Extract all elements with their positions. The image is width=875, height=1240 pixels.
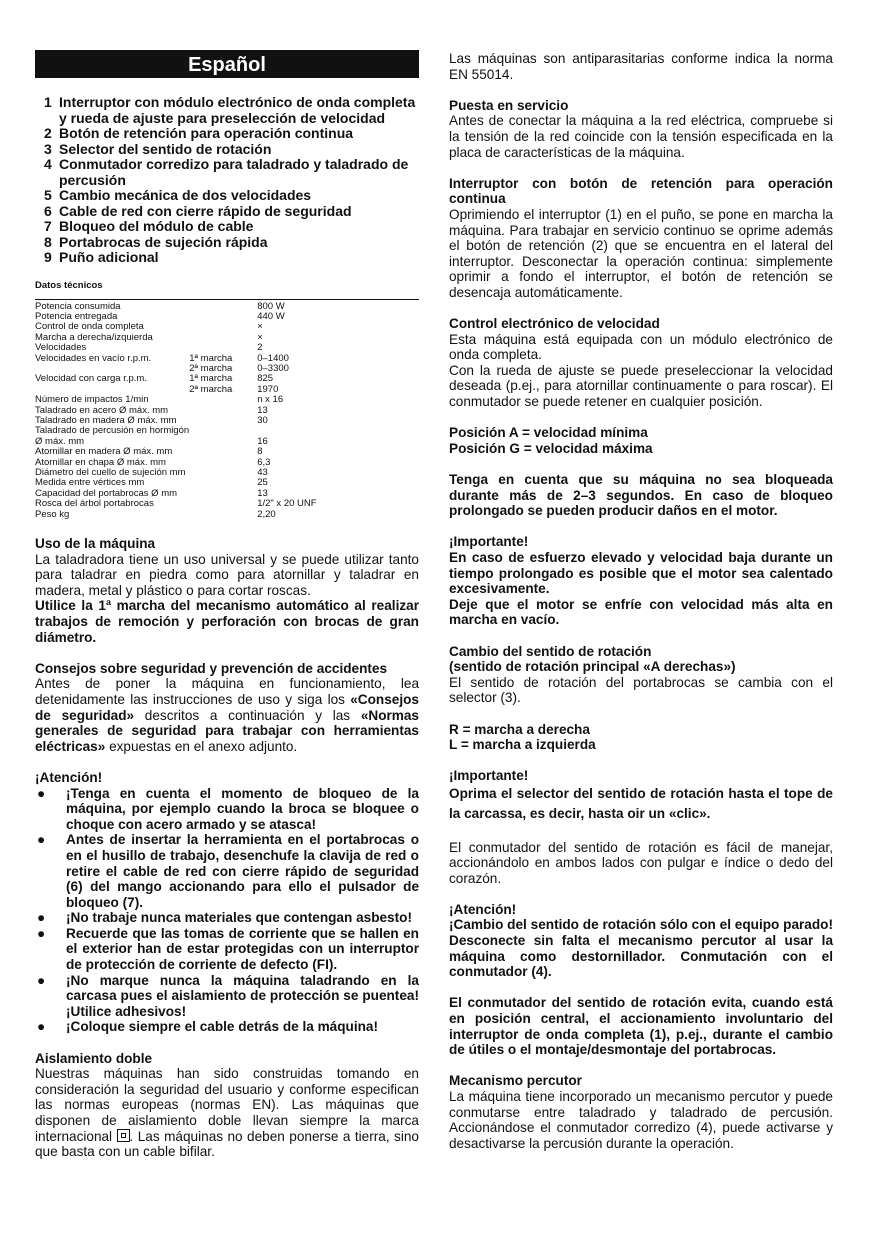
table-cell-value: 0–3300 [257, 362, 289, 374]
table-cell-label: Medida entre vértices mm [35, 477, 145, 489]
list-item: 3 Selector del sentido de rotación [44, 140, 272, 157]
table-row [35, 343, 317, 353]
table-cell-label: Diámetro del cuello de sujeción mm [35, 467, 186, 478]
table-cell-value: 25 [257, 477, 268, 489]
language-banner: Español [35, 50, 419, 78]
table-cell-label: Taladrado en acero Ø máx. mm [35, 404, 169, 416]
list-item: ● ¡No trabaje nunca materiales que contengan asbesto! [37, 910, 412, 926]
table-cell-sub: 1ª marcha [189, 352, 233, 364]
table-cell-sub: 2ª marcha [189, 362, 233, 374]
table-cell-label: Potencia entregada [35, 310, 118, 322]
section-heading: Uso de la máquina [35, 536, 156, 552]
table-cell-label: Potencia consumida [35, 300, 121, 312]
list-item: 5 Cambio mecánica de dos velocidades [44, 187, 312, 203]
table-row [35, 395, 317, 405]
table-cell-value: 8 [257, 446, 263, 458]
section-heading: Aislamiento doble [35, 1050, 153, 1066]
table-cell-sub [189, 478, 257, 488]
table-cell-sub [189, 302, 257, 312]
section-heading: ¡Atención! [35, 769, 103, 785]
table-cell-sub [189, 437, 257, 447]
table-cell-sub [189, 510, 257, 520]
table-cell-label: Ø máx. mm [35, 435, 85, 447]
table-cell-sub [189, 406, 257, 416]
double-insulation-icon [117, 1129, 130, 1142]
table-cell-sub [189, 499, 257, 509]
table-cell-value: 16 [257, 435, 268, 447]
paragraph-bold: ¡Cambio del sentido de rotación sólo con el equipo parado! Desconecte sin falta el mecanismo percutor al usar la máquina como destornillador. Conmutación con el conmutador (4). [449, 917, 833, 980]
table-cell-sub [189, 343, 257, 353]
right-column [449, 51, 833, 1151]
list-item: 4 Conmutador corredizo para taladrado y taladrado de percusión [44, 156, 409, 188]
paragraph: El sentido de rotación del portabrocas se cambia con el selector (3). [449, 674, 833, 706]
table-cell-sub [189, 489, 257, 499]
table-cell-value: 30 [257, 414, 268, 426]
table-cell-value: 2 [257, 342, 263, 354]
table-cell-value: 13 [257, 487, 268, 499]
table-cell-value: 1/2" x 20 UNF [257, 498, 317, 510]
section-heading: Interruptor con botón de retención para operación continua [449, 175, 833, 207]
table-cell-value: 825 [257, 373, 274, 385]
section-heading: Mecanismo percutor [449, 1073, 582, 1089]
table-cell-sub [189, 312, 257, 322]
list-item: 2 Botón de retención para operación continua [44, 125, 354, 141]
table-cell-label: Peso kg [35, 508, 70, 520]
table-cell-label: Número de impactos 1/min [35, 394, 149, 406]
paragraph-bold: En caso de esfuerzo elevado y velocidad baja durante un tiempo prolongado es posible que el motor sea calentado excesivamente. [449, 550, 833, 597]
paragraph: Oprimiendo el interruptor (1) en el puño, se pone en marcha la máquina. Para trabajar en servicio continuo se oprime además el botón de retención (2) que se encuentra en el lateral del interruptor. Desconectar la operación continua: simplemente oprimir a fondo el interruptor, el botón de retención se desencaja automáticamente. [449, 206, 833, 300]
table-cell-sub [189, 468, 257, 478]
tech-data-title: Datos técnicos [35, 279, 103, 291]
paragraph: Las máquinas son antiparasitarias conforme indica la norma EN 55014. [449, 51, 833, 82]
table-cell-sub [189, 322, 257, 332]
section-heading: Consejos sobre seguridad y prevención de accidentes [35, 660, 388, 676]
section-heading: Puesta en servicio [449, 97, 569, 113]
table-cell-sub [189, 458, 257, 468]
paragraph: El conmutador del sentido de rotación es fácil de manejar, accionándolo en ambos lados con pulgar e índice o dedo del corazón. [449, 839, 833, 886]
feature-list [35, 95, 419, 266]
table-cell-label: Control de onda completa [35, 321, 144, 333]
divider [35, 299, 419, 300]
table-cell-value: 440 W [257, 310, 285, 322]
table-cell-label: Marcha a derecha/izquierda [35, 331, 153, 343]
list-item: ● Antes de insertar la herramienta en el portabrocas o en el husillo de trabajo, desenchufe la clavija de red o retire el cable de red con cierre rápido de seguridad (6) del mango accionando para ello el pulsador de bloqueo (7). [37, 832, 419, 910]
table-cell-sub [189, 447, 257, 457]
paragraph: La taladradora tiene un uso universal y se puede utilizar tanto para taladrar en piedra como para atornillar y taladrar en madera, metal y plástico o para cortar roscas. [35, 551, 419, 598]
paragraph: Antes de conectar la máquina a la red eléctrica, compruebe si la tensión de la red coincide con la tensión especificada en la placa de características de la máquina. [449, 113, 833, 160]
l-line: L = marcha a izquierda [449, 737, 596, 753]
table-cell-sub [189, 333, 257, 343]
paragraph-bold: Oprima el selector del sentido de rotación hasta el tope de la carcassa, es decir, hasta oir un «clic». [449, 785, 833, 821]
table-cell-label: Taladrado en madera Ø máx. mm [35, 414, 177, 426]
table-cell-value: 800 W [257, 300, 285, 312]
left-column [35, 50, 419, 1160]
table-cell-value: 2,20 [257, 508, 276, 520]
table-cell-label: Atornillar en chapa Ø máx. mm [35, 456, 166, 468]
table-cell-value: 1970 [257, 383, 279, 395]
table-cell-sub [189, 395, 257, 405]
list-item: ● ¡Coloque siempre el cable detrás de la máquina! [37, 1019, 378, 1035]
table-cell-sub: 2ª marcha [189, 383, 233, 395]
table-cell-value: 6,3 [257, 456, 271, 468]
table-cell-label: Velocidades en vacío r.p.m. [35, 352, 152, 364]
table-cell-label: Rosca del árbol portabrocas [35, 498, 154, 510]
paragraph-bold: Deje que el motor se enfríe con velocidad más alta en marcha en vacío. [449, 596, 833, 628]
table-cell-value: n x 16 [257, 394, 284, 406]
list-item: ● ¡Tenga en cuenta el momento de bloqueo de la máquina, por ejemplo cuando la broca se bloquee o choque con acero armado y se atasca! [37, 785, 419, 832]
paragraph: Nuestras máquinas han sido construidas tomando en consideración la seguridad del usuario y conforme especifican las normas europeas (normas EN). Las máquinas que disponen de aislamiento doble llevan siempre la marca internacional . Las máquinas no deben ponerse a tierra, sino que basta con un cable bifilar. [35, 1066, 419, 1160]
table-cell-value: × [257, 321, 263, 333]
section-heading: ¡Importante! [449, 768, 529, 784]
section-subheading: (sentido de rotación principal «A derechas») [449, 659, 736, 675]
paragraph: Con la rueda de ajuste se puede preseleccionar la velocidad deseada (p.ej., para atornillar continuamente o para roscar). El conmutador se puede retener en cualquier posición. [449, 362, 833, 410]
section-heading: Control electrónico de velocidad [449, 316, 660, 332]
list-item: ● ¡No marque nunca la máquina taladrando en la carcasa pues el aislamiento de protección se puentea! ¡Utilice adhesivos! [37, 972, 419, 1019]
section-heading: Cambio del sentido de rotación [449, 643, 652, 659]
tech-data-table [35, 302, 317, 521]
table-cell-label: Taladrado de percusión en hormigón [35, 425, 190, 437]
list-item: 9 Puño adicional [44, 249, 159, 265]
list-item: 1 Interruptor con módulo electrónico de onda completa y rueda de ajuste para preselección de velocidad [44, 94, 416, 126]
table-cell-value: 0–1400 [257, 352, 289, 364]
section-heading: ¡Atención! [449, 901, 517, 917]
uso-section [35, 536, 419, 1160]
paragraph: Esta máquina está equipada con un módulo electrónico de onda completa. [449, 331, 833, 363]
table-cell-sub [189, 416, 257, 426]
table-cell-label: Velocidades [35, 342, 87, 354]
paragraph-bold: Tenga en cuenta que su máquina no sea bloqueada durante más de 2–3 segundos. En caso de bloqueo prolongado se pueden producir daños en el motor. [449, 472, 833, 519]
paragraph-bold: El conmutador del sentido de rotación evita, cuando está en posición central, el accionamiento involuntario del interruptor de onda completa (1), p.ej., durante el cambio de útiles o el montaje/desmontaje del portabrocas. [449, 995, 833, 1058]
paragraph: Antes de poner la máquina en funcionamiento, lea detenidamente las instrucciones de uso y siga los «Consejos de seguridad» descritos a continuación y las «Normas generales de seguridad para trabajar con herramientas eléctricas» expuestas en el anexo adjunto. [35, 676, 419, 754]
table-cell-value: 13 [257, 404, 268, 416]
table-cell-sub: 1ª marcha [189, 373, 233, 385]
table-cell-value: 43 [257, 467, 268, 478]
r-line: R = marcha a derecha [449, 721, 590, 737]
list-item: 7 Bloqueo del módulo de cable [44, 218, 254, 234]
position-g: Posición G = velocidad máxima [449, 440, 653, 456]
list-item: 6 Cable de red con cierre rápido de seguridad [44, 202, 352, 219]
table-cell-value: × [257, 331, 263, 343]
section-heading: ¡Importante! [449, 534, 529, 550]
table-row [35, 510, 317, 520]
table-cell-label: Capacidad del portabrocas Ø mm [35, 487, 178, 499]
list-item: 8 Portabrocas de sujeción rápida [44, 233, 268, 250]
table-cell-label: Velocidad con carga r.p.m. [35, 373, 147, 385]
table-cell-label: Atornillar en madera Ø máx. mm [35, 446, 173, 458]
list-item: ● Recuerde que las tomas de corriente que se hallen en el exterior han de estar protegidas con un interruptor de protección de corriente de defecto (FI). [37, 925, 419, 973]
warning-list [35, 786, 419, 1036]
position-a: Posición A = velocidad mínima [449, 425, 648, 441]
table-cell-sub [189, 426, 257, 436]
paragraph-bold: Utilice la 1ª marcha del mecanismo automático al realizar trabajos de remoción y perforación con brocas de gran diámetro. [35, 598, 419, 645]
paragraph: La máquina tiene incorporado un mecanismo percutor y puede conmutarse entre taladrado y taladrado de percusión. Accionándose el conmutador corredizo (4), puede activarse y desactivarse la percusión durante la operación. [449, 1089, 833, 1151]
